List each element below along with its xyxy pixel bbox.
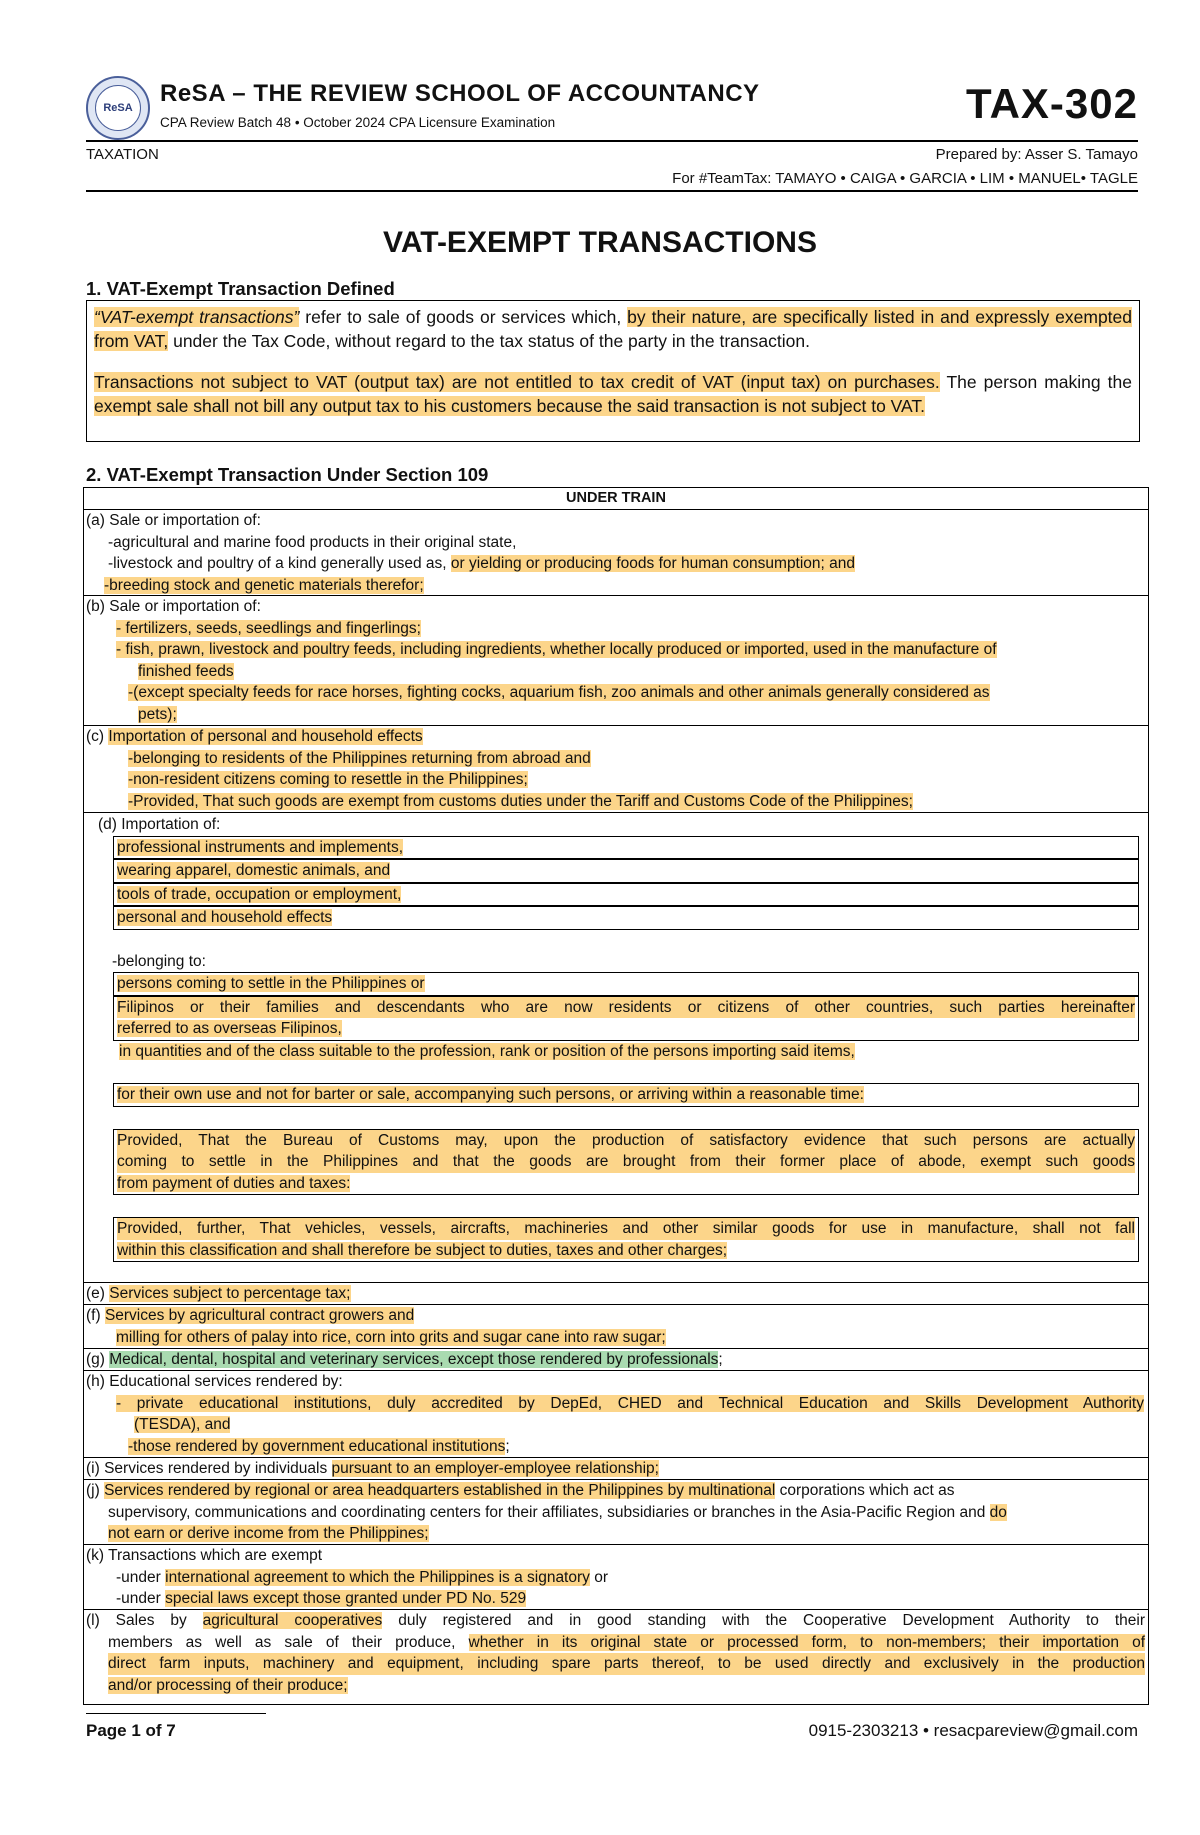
highlight-run: agricultural cooperatives — [202, 1612, 383, 1629]
highlight-run: or yielding or producing foods for human consumption; and — [450, 555, 856, 572]
row-label: (l) Sales by — [86, 1612, 203, 1629]
d-own-use-box — [113, 1083, 1139, 1107]
highlight-run: not earn or derive income from the Philippines; — [108, 1525, 429, 1542]
highlight-run: (TESDA), and — [134, 1416, 231, 1433]
highlight-run: and/or processing of their produce; — [108, 1676, 348, 1694]
highlight-run: within this classification and shall therefore be subject to duties, taxes and other charges; — [117, 1241, 728, 1259]
term: “VAT-exempt transactions” — [94, 307, 300, 327]
d-item-3 — [113, 883, 1139, 907]
row-text: (a) Sale or importation of: — [86, 512, 261, 529]
logo-text: ReSA — [95, 85, 141, 131]
highlight-run: Importation of personal and household effects — [108, 728, 423, 745]
row-text: (i) Services rendered by individuals — [86, 1460, 332, 1477]
row-text: ; — [505, 1437, 510, 1455]
highlight-run: by their nature, are specifically listed in and expressly exempted from VAT, — [94, 307, 1133, 351]
definition-paragraph — [94, 305, 1132, 353]
table-row-f — [84, 1305, 1148, 1349]
row-text: ; — [718, 1351, 723, 1368]
row-text: (d) Importation of: — [98, 816, 221, 833]
subject-label: TAXATION — [86, 146, 159, 163]
highlight-run: milling for others of palay into rice, corn into grits and sugar cane into raw sugar; — [116, 1328, 666, 1346]
row-text: members as well as sale of their produce, — [108, 1633, 469, 1651]
table-header: UNDER TRAIN — [84, 488, 1148, 510]
table-row-k — [84, 1545, 1148, 1610]
d-proviso2-box — [113, 1217, 1139, 1262]
course-code: TAX-302 — [966, 80, 1138, 127]
highlight-run: -non-resident citizens coming to resettle in the Philippines; — [128, 771, 528, 788]
table-row-a — [84, 510, 1148, 596]
header-rule-bottom — [86, 190, 1138, 192]
prepared-by: Prepared by: Asser S. Tamayo — [935, 146, 1138, 163]
highlight-run: persons coming to settle in the Philippines or — [117, 975, 425, 992]
d-filipinos-box — [113, 996, 1139, 1041]
resa-logo — [86, 76, 150, 140]
footer-rule — [86, 1713, 266, 1714]
table-row-b — [84, 596, 1148, 726]
highlight-run: pursuant to an employer-employee relationship; — [331, 1460, 659, 1477]
row-text: (b) Sale or importation of: — [86, 598, 261, 615]
highlight-run: -Provided, That such goods are exempt from customs duties under the Tariff and Customs Code of the Philippines; — [128, 792, 913, 810]
highlight-run: Filipinos or their families and descendants who are now residents or citizens of other countries, such parties hereinafter — [117, 997, 1135, 1019]
d-proviso1-box — [113, 1129, 1139, 1196]
highlight-run: Services rendered by regional or area headquarters established in the Philippines by multinational — [104, 1482, 776, 1499]
row-text: or — [589, 1568, 608, 1586]
highlight-run: special laws except those granted under PD No. 529 — [165, 1590, 527, 1607]
highlight-run: -breeding stock and genetic materials therefor; — [104, 576, 424, 594]
row-label: (f) — [86, 1307, 105, 1324]
row-label: (j) — [86, 1482, 105, 1499]
highlight-run: -those rendered by government educational institutions — [128, 1437, 506, 1455]
text-run: The person making the — [939, 372, 1132, 392]
row-label: (c) — [86, 728, 109, 745]
row-text: supervisory, communications and coordinating centers for their affiliates, subsidiaries or branches in the Asia-Pacific Region and — [108, 1503, 990, 1521]
table-row-g — [84, 1349, 1148, 1371]
highlight-run: international agreement to which the Philippines is a signatory — [165, 1568, 590, 1586]
d-persons-box — [113, 972, 1139, 996]
row-text: -belonging to: — [112, 952, 206, 970]
row-text: (k) Transactions which are exempt — [86, 1547, 323, 1564]
row-text: -livestock and poultry of a kind generally used as, — [108, 555, 451, 572]
highlight-run: for their own use and not for barter or sale, accompanying such persons, or arriving within a reasonable time: — [117, 1086, 864, 1103]
row-text: -under — [116, 1568, 166, 1586]
highlight-run: Provided, That the Bureau of Customs may, upon the production of satisfactory evidence that such persons are actually — [117, 1130, 1135, 1152]
highlight-run: - fertilizers, seeds, seedlings and fingerlings; — [116, 619, 421, 637]
team-line: For #TeamTax: TAMAYO • CAIGA • GARCIA • LIM • MANUEL• TAGLE — [672, 170, 1138, 187]
highlight-run: exempt sale shall not bill any output tax to his customers because the said transaction is not subject to VAT. — [94, 396, 926, 416]
table-row-l — [84, 1610, 1148, 1698]
contact-info: 0915-2303213 • resacpareview@gmail.com — [808, 1721, 1138, 1740]
section2-heading: 2. VAT-Exempt Transaction Under Section 109 — [86, 464, 489, 485]
highlight-run: Services subject to percentage tax; — [109, 1285, 351, 1302]
highlight-run: professional instruments and implements, — [117, 838, 404, 856]
d-item-2 — [113, 859, 1139, 883]
page-title: VAT-EXEMPT TRANSACTIONS — [383, 226, 817, 259]
row-text: duly registered and in good standing with the Cooperative Development Authority to their — [382, 1612, 1145, 1629]
highlight-run: whether in its original state or processed form, to non-members; their importation of — [468, 1633, 1146, 1651]
highlight-run: Medical, dental, hospital and veterinary services, except those rendered by professionals — [109, 1351, 719, 1368]
highlight-run: - private educational institutions, duly accredited by DepEd, CHED and Technical Education and Skills Development Authority — [116, 1394, 1144, 1412]
highlight-run: do — [989, 1503, 1007, 1521]
text-run: under the Tax Code, without regard to the tax status of the party in the transaction. — [168, 331, 810, 351]
page-number: Page 1 of 7 — [86, 1721, 176, 1740]
highlight-run: in quantities and of the class suitable to the profession, rank or position of the persons importing said items, — [119, 1042, 855, 1060]
table-row-j — [84, 1480, 1148, 1545]
highlight-run: - fish, prawn, livestock and poultry feeds, including ingredients, whether locally produced or imported, used in the manufacture of — [116, 641, 997, 658]
row-text: corporations which act as — [775, 1482, 955, 1499]
highlight-run: direct farm inputs, machinery and equipment, including spare parts thereof, to be used directly and exclusively in the production — [108, 1653, 1145, 1675]
exempt-table — [83, 487, 1149, 1705]
row-label: (g) — [86, 1351, 110, 1368]
highlight-run: -belonging to residents of the Philippines returning from abroad and — [128, 749, 591, 767]
table-row-d — [84, 813, 1148, 1283]
highlight-run: tools of trade, occupation or employment, — [117, 885, 402, 903]
highlight-run: Services by agricultural contract growers and — [104, 1307, 415, 1324]
row-text: -under — [116, 1590, 166, 1607]
highlight-run: Transactions not subject to VAT (output tax) are not entitled to tax credit of VAT (input tax) on purchases. — [94, 372, 940, 392]
section1-heading: 1. VAT-Exempt Transaction Defined — [86, 278, 395, 299]
table-row-h — [84, 1371, 1148, 1458]
table-row-i — [84, 1458, 1148, 1480]
highlight-run: coming to settle in the Philippines and that the goods are brought from their former place of abode, exempt such goods — [117, 1151, 1135, 1173]
row-label: (e) — [86, 1285, 110, 1302]
highlight-run: referred to as overseas Filipinos, — [117, 1020, 342, 1037]
highlight-run: pets); — [138, 705, 177, 723]
highlight-run: Provided, further, That vehicles, vessels, aircrafts, machineries and other similar goods for use in manufacture, shall not fall — [117, 1218, 1135, 1240]
row-text: (h) Educational services rendered by: — [86, 1373, 343, 1390]
text-run: refer to sale of goods or services which, — [299, 307, 628, 327]
highlight-run: finished feeds — [138, 662, 234, 680]
batch-line: CPA Review Batch 48 • October 2024 CPA Licensure Examination — [160, 115, 556, 130]
input-tax-paragraph — [94, 370, 1132, 418]
row-text: -agricultural and marine food products in their original state, — [108, 533, 517, 551]
header-rule-top — [86, 140, 1138, 142]
highlight-run: personal and household effects — [117, 909, 333, 926]
highlight-run: wearing apparel, domestic animals, and — [117, 862, 391, 879]
highlight-run: from payment of duties and taxes: — [117, 1174, 351, 1192]
table-row-c — [84, 726, 1148, 813]
school-name: ReSA – THE REVIEW SCHOOL OF ACCOUNTANCY — [160, 80, 760, 107]
highlight-run: -(except specialty feeds for race horses, fighting cocks, aquarium fish, zoo animals and other animals generally considered as — [128, 684, 990, 701]
table-row-e — [84, 1283, 1148, 1305]
d-item-4 — [113, 906, 1139, 930]
definition-box — [86, 300, 1140, 442]
d-item-1 — [113, 836, 1139, 860]
